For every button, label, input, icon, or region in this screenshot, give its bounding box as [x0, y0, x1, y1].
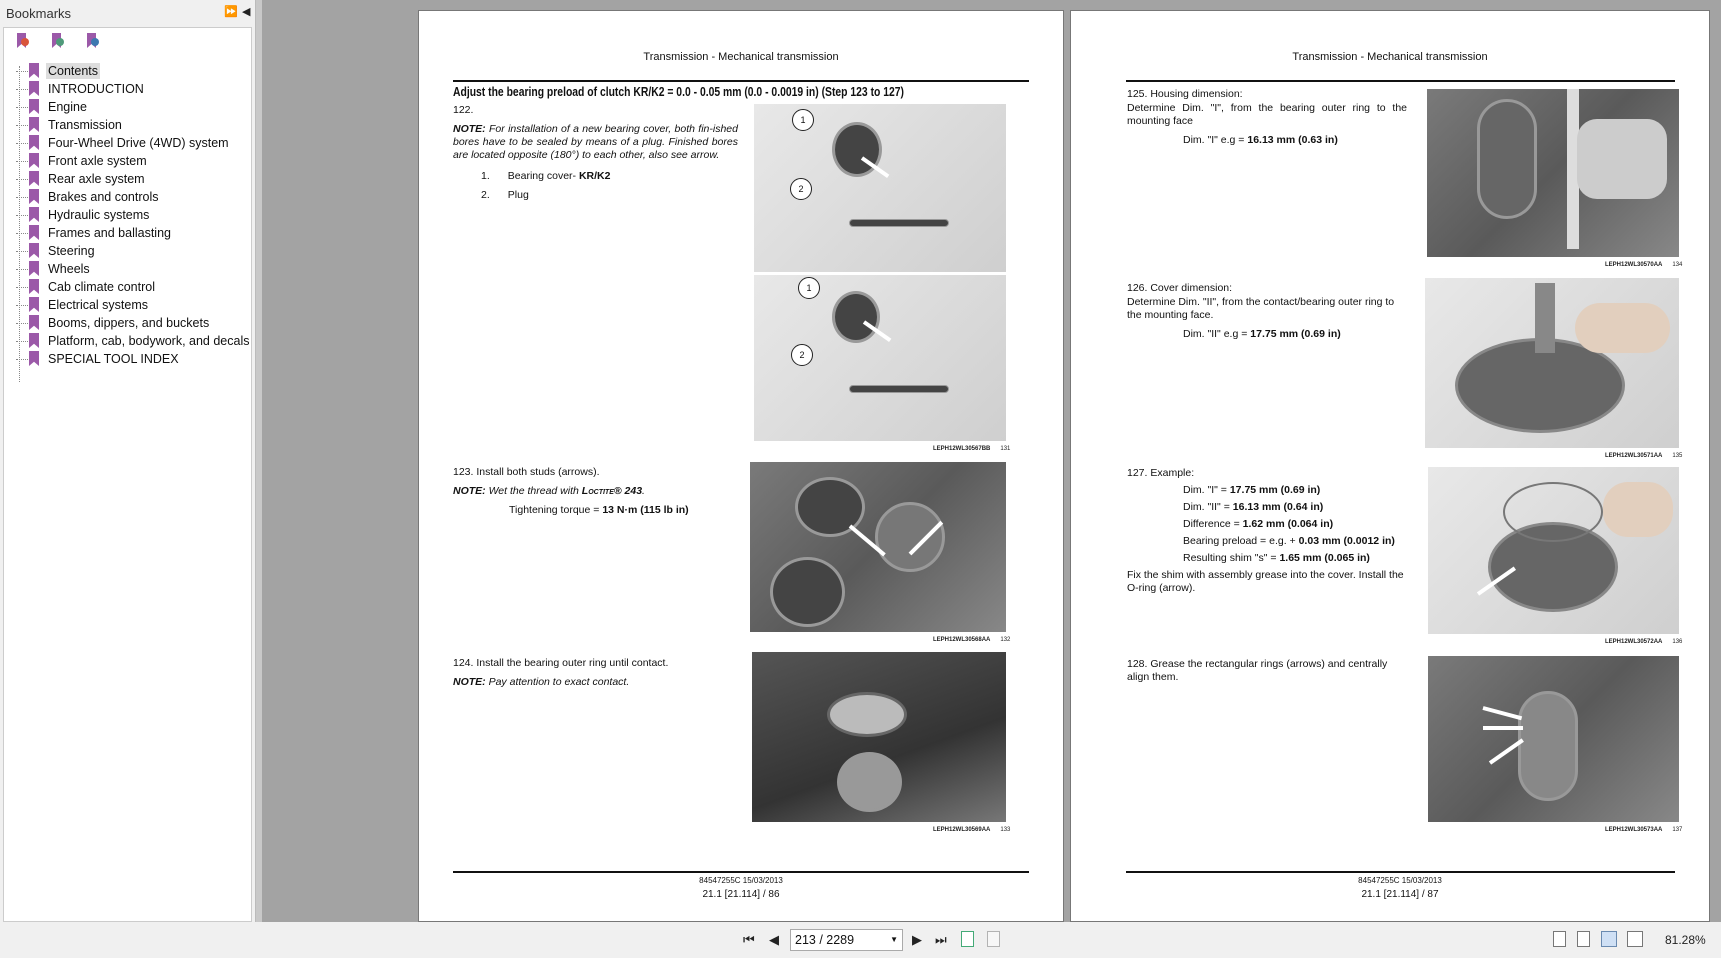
bookmark-item[interactable]: [4, 260, 250, 278]
pdf-page-87: [1070, 10, 1710, 922]
figure-caption: LEPH12WL30567BB 131: [933, 446, 1011, 452]
callout-1: 1: [792, 109, 814, 131]
bookmark-label: Engine: [48, 100, 87, 114]
pdf-page-86: [418, 10, 1064, 922]
example-line: Bearing preload = e.g. + 0.03 mm (0.0012 in): [1183, 535, 1395, 547]
bookmark-item[interactable]: [4, 152, 250, 170]
bookmark-icon: [29, 333, 39, 348]
panel-splitter[interactable]: [256, 0, 262, 922]
step-125-block: [1127, 88, 1407, 153]
bookmark-label: Cab climate control: [48, 280, 155, 294]
footer-rule: [453, 871, 1029, 873]
page-number: 21.1 [21.114] / 86: [702, 889, 780, 900]
bookmark-item[interactable]: [4, 188, 250, 206]
bookmark-icon: [29, 153, 39, 168]
figure-136: [1428, 467, 1679, 634]
bookmark-item[interactable]: [4, 170, 250, 188]
example-line: Difference = 1.62 mm (0.064 in): [1183, 518, 1334, 530]
zoom-level[interactable]: 81.28%: [1665, 933, 1706, 947]
previous-page-icon[interactable]: ◀: [769, 932, 779, 947]
chevron-down-icon[interactable]: ▼: [890, 935, 898, 944]
figure-137: [1428, 656, 1679, 822]
bookmark-label: Booms, dippers, and buckets: [48, 316, 210, 330]
bookmark-icon: [29, 63, 39, 78]
bookmark-label: Transmission: [48, 118, 122, 132]
figure-133: [752, 652, 1006, 822]
bookmark-icon: [29, 81, 39, 96]
bookmark-label: Electrical systems: [48, 298, 149, 312]
bookmark-item[interactable]: [4, 80, 250, 98]
previous-view-icon[interactable]: [961, 931, 974, 947]
bookmark-icon: [29, 351, 39, 366]
step-122-block: [453, 104, 738, 208]
bookmark-item[interactable]: [4, 134, 250, 152]
last-page-icon[interactable]: ⏭: [935, 932, 947, 947]
goto-bookmark-icon[interactable]: [86, 33, 100, 49]
bookmark-label: Steering: [48, 244, 95, 258]
bookmark-item[interactable]: [4, 314, 250, 332]
doc-number: 84547255C 15/03/2013: [1358, 876, 1442, 885]
bookmark-item[interactable]: [4, 62, 250, 80]
bookmark-item[interactable]: [4, 224, 250, 242]
bookmark-label: Wheels: [48, 262, 90, 276]
navigation-toolbar: [0, 922, 1721, 958]
bookmark-label: Contents: [48, 64, 99, 78]
step-124-note: NOTE: Pay attention to exact contact.: [453, 676, 630, 688]
bookmark-item[interactable]: [4, 278, 250, 296]
bookmark-icon: [29, 189, 39, 204]
list-item-1: 1. Bearing cover- KR/K2: [481, 170, 611, 182]
figure-caption: LEPH12WL30570AA 134: [1605, 262, 1683, 268]
bookmark-item[interactable]: [4, 98, 250, 116]
bookmark-icon: [29, 243, 39, 258]
bookmark-icon: [29, 297, 39, 312]
facing-view-icon[interactable]: [1601, 931, 1617, 947]
figure-131-top: [754, 104, 1006, 272]
first-page-icon[interactable]: ⏮: [743, 932, 755, 947]
footer-rule: [1126, 871, 1675, 873]
bookmark-icon: [29, 117, 39, 132]
bookmark-icon: [29, 135, 39, 150]
example-line: Dim. "II" = 16.13 mm (0.64 in): [1183, 501, 1324, 513]
bookmark-item[interactable]: [4, 332, 250, 350]
callout-2: 2: [791, 344, 813, 366]
collapse-panel-icon[interactable]: ◀: [242, 6, 251, 18]
bookmark-icon: [29, 261, 39, 276]
bookmark-icon: [29, 225, 39, 240]
figure-132: [750, 462, 1006, 632]
step-125-text: Determine Dim. "I", from the bearing outer ring to the mounting face: [1127, 102, 1407, 127]
figure-caption: LEPH12WL30572AA 136: [1605, 639, 1683, 645]
bookmarks-title: Bookmarks: [6, 6, 72, 21]
bookmark-icon: [29, 279, 39, 294]
bookmark-label: Four-Wheel Drive (4WD) system: [48, 136, 229, 150]
figure-caption: LEPH12WL30573AA 137: [1605, 827, 1683, 833]
single-page-view-icon[interactable]: [1553, 931, 1566, 947]
doc-number: 84547255C 15/03/2013: [699, 876, 783, 885]
step-127-text: Fix the shim with assembly grease into the cover. Install the O-ring (arrow).: [1127, 569, 1404, 594]
bookmark-item[interactable]: [4, 350, 250, 368]
bookmark-label: Frames and ballasting: [48, 226, 171, 240]
step-123-note: NOTE: Wet the thread with Loctite® 243.: [453, 485, 645, 497]
next-view-icon[interactable]: [987, 931, 1000, 947]
bookmark-icon: [29, 171, 39, 186]
step-123-torque: Tightening torque = 13 N·m (115 lb in): [509, 504, 689, 516]
header-rule: [453, 80, 1029, 82]
bookmark-icon: [29, 207, 39, 222]
figure-caption: LEPH12WL30571AA 135: [1605, 453, 1683, 459]
bookmark-label: Hydraulic systems: [48, 208, 150, 222]
step-128-block: [1127, 658, 1407, 690]
step-124-block: [453, 657, 738, 695]
page-number: 21.1 [21.114] / 87: [1361, 889, 1439, 900]
figure-134: [1427, 89, 1679, 257]
figure-caption: LEPH12WL30569AA 133: [933, 827, 1011, 833]
next-page-icon[interactable]: ▶: [912, 932, 922, 947]
page-header: Transmission - Mechanical transmission: [643, 51, 839, 63]
bookmarks-header: [0, 0, 255, 27]
bookmark-label: Brakes and controls: [48, 190, 159, 204]
continuous-view-icon[interactable]: [1577, 931, 1590, 947]
bookmark-label: INTRODUCTION: [48, 82, 144, 96]
bookmark-label: Front axle system: [48, 154, 147, 168]
step-127-block: [1127, 467, 1407, 601]
bookmarks-tree: [3, 27, 252, 922]
callout-1: 1: [798, 277, 820, 299]
bookmark-icon: [29, 315, 39, 330]
step-124: 124. Install the bearing outer ring until contact.: [453, 657, 669, 669]
delete-bookmark-icon[interactable]: [16, 33, 30, 49]
step-125: 125. Housing dimension:: [1127, 88, 1243, 100]
bookmark-label: Rear axle system: [48, 172, 145, 186]
step-126-block: [1127, 282, 1407, 347]
expand-panel-icon[interactable]: ⏩: [224, 6, 238, 18]
step-123: 123. Install both studs (arrows).: [453, 466, 600, 478]
bookmark-label: SPECIAL TOOL INDEX: [48, 352, 179, 366]
figure-131-bottom: [754, 275, 1006, 441]
step-128: 128. Grease the rectangular rings (arrows) and centrally align them.: [1127, 658, 1388, 683]
step-122: 122.: [453, 104, 474, 116]
step-126-dim: Dim. "II" e.g = 17.75 mm (0.69 in): [1183, 328, 1341, 340]
step-126: 126. Cover dimension:: [1127, 282, 1233, 294]
list-item-2: 2. Plug: [481, 189, 529, 201]
bookmark-icon: [29, 99, 39, 114]
page-number-input[interactable]: 213 / 2289 ▼: [790, 929, 903, 951]
step-122-note: NOTE: For installation of a new bearing cover, both fin-ished bores have to be sealed by means of a plug. Finished bores are located opposite (180°) to each other, also see arrow.: [453, 123, 738, 161]
header-rule: [1126, 80, 1675, 82]
step-127: 127. Example:: [1127, 467, 1195, 479]
page-header: Transmission - Mechanical transmission: [1292, 51, 1488, 63]
bookmark-item[interactable]: [4, 116, 250, 134]
step-126-text: Determine Dim. "II", from the contact/bearing outer ring to the mounting face.: [1127, 296, 1395, 321]
bookmark-label: Platform, cab, bodywork, and decals: [48, 334, 250, 348]
example-line: Resulting shim "s" = 1.65 mm (0.065 in): [1183, 552, 1370, 564]
section-title: Adjust the bearing preload of clutch KR/K2 = 0.0 - 0.05 mm (0.0 - 0.0019 in) (Step 123 to 127): [453, 84, 905, 99]
step-125-dim: Dim. "I" e.g = 16.13 mm (0.63 in): [1183, 134, 1338, 146]
step-123-block: [453, 466, 738, 523]
figure-caption: LEPH12WL30568AA 132: [933, 637, 1011, 643]
example-line: Dim. "I" = 17.75 mm (0.69 in): [1183, 484, 1321, 496]
bookmark-item[interactable]: [4, 242, 250, 260]
bookmarks-panel: [0, 0, 256, 922]
bookmark-item[interactable]: [4, 296, 250, 314]
figure-135: [1425, 278, 1679, 448]
add-bookmark-icon[interactable]: [51, 33, 65, 49]
callout-2: 2: [790, 178, 812, 200]
continuous-facing-view-icon[interactable]: [1627, 931, 1643, 947]
bookmark-item[interactable]: [4, 206, 250, 224]
